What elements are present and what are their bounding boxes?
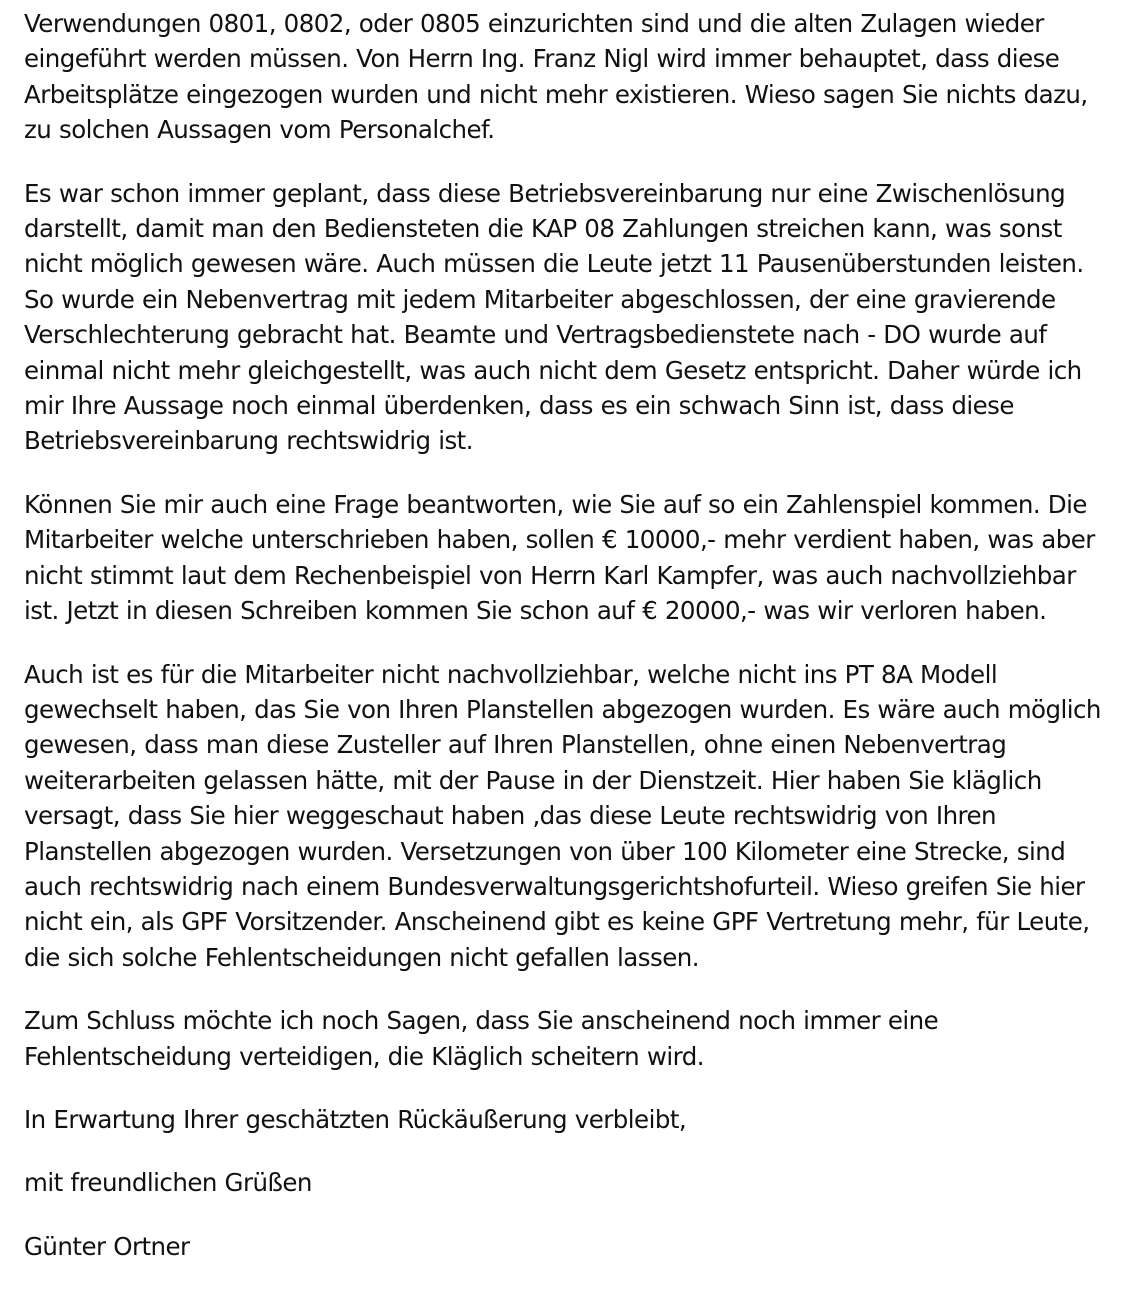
- text-line: Können Sie mir auch eine Frage beantworten, wie Sie auf so ein Zahlenspiel kommen. Die: [24, 489, 1087, 519]
- salutation: [24, 1165, 1124, 1200]
- text-line: eingeführt werden müssen. Von Herrn Ing. Franz Nigl wird immer behauptet, dass diese: [24, 44, 1060, 74]
- text-line: Auch ist es für die Mitarbeiter nicht nachvollziehbar, welche nicht ins PT 8A Modell: [24, 659, 998, 689]
- paragraph-conclusion: [24, 1003, 1124, 1074]
- text-line: gewesen, dass man diese Zusteller auf Ihren Planstellen, ohne einen Nebenvertrag: [24, 730, 1007, 760]
- paragraph-works-agreement: [24, 176, 1124, 459]
- text-line: nicht ein, als GPF Vorsitzender. Anscheinend gibt es keine GPF Vertretung mehr, für Leute,: [24, 907, 1090, 937]
- signature-name: [24, 1229, 1124, 1264]
- text-line: gewechselt haben, das Sie von Ihren Planstellen abgezogen wurden. Es wäre auch möglich: [24, 694, 1101, 724]
- text-line: zu solchen Aussagen vom Personalchef.: [24, 115, 495, 145]
- text-line: Es war schon immer geplant, dass diese Betriebsvereinbarung nur eine Zwischenlösung: [24, 178, 1066, 208]
- text-line: Günter Ortner: [24, 1231, 190, 1261]
- text-line: versagt, dass Sie hier weggeschaut haben ,das diese Leute rechtswidrig von Ihren: [24, 801, 997, 831]
- text-line: einmal nicht mehr gleichgestellt, was auch nicht dem Gesetz entspricht. Daher würde ich: [24, 355, 1082, 385]
- text-line: Planstellen abgezogen wurden. Versetzungen von über 100 Kilometer eine Strecke, sind: [24, 836, 1066, 866]
- text-line: Mitarbeiter welche unterschrieben haben, sollen € 10000,- mehr verdient haben, was aber: [24, 525, 1095, 555]
- text-line: In Erwartung Ihrer geschätzten Rückäußerung verbleibt,: [24, 1104, 687, 1134]
- text-line: Betriebsvereinbarung rechtswidrig ist.: [24, 426, 473, 456]
- text-line: ist. Jetzt in diesen Schreiben kommen Sie schon auf € 20000,- was wir verloren haben.: [24, 596, 1047, 626]
- text-line: nicht stimmt laut dem Rechenbeispiel von Herrn Karl Kampfer, was auch nachvollziehbar: [24, 560, 1076, 590]
- text-line: mit freundlichen Grüßen: [24, 1168, 312, 1198]
- text-line: Fehlentscheidung verteidigen, die Kläglich scheitern wird.: [24, 1041, 704, 1071]
- text-line: nicht möglich gewesen wäre. Auch müssen die Leute jetzt 11 Pausenüberstunden leisten.: [24, 249, 1084, 279]
- closing-line: [24, 1102, 1124, 1137]
- paragraph-planstellen: [24, 657, 1124, 976]
- text-line: auch rechtswidrig nach einem Bundesverwaltungsgerichtshofurteil. Wieso greifen Sie hier: [24, 871, 1085, 901]
- text-line: weiterarbeiten gelassen hätte, mit der Pause in der Dienstzeit. Hier haben Sie kläglich: [24, 765, 1042, 795]
- text-line: mir Ihre Aussage noch einmal überdenken, dass es ein schwach Sinn ist, dass diese: [24, 391, 1014, 421]
- text-line: Zum Schluss möchte ich noch Sagen, dass Sie anscheinend noch immer eine: [24, 1006, 939, 1036]
- text-line: Verwendungen 0801, 0802, oder 0805 einzurichten sind und die alten Zulagen wieder: [24, 9, 1044, 38]
- paragraph-numbers: [24, 487, 1124, 629]
- text-line: So wurde ein Nebenvertrag mit jedem Mitarbeiter abgeschlossen, der eine gravierende: [24, 284, 1056, 314]
- text-line: Verschlechterung gebracht hat. Beamte und Vertragsbedienstete nach - DO wurde auf: [24, 320, 1047, 350]
- text-line: die sich solche Fehlentscheidungen nicht gefallen lassen.: [24, 942, 699, 972]
- letter-body: [24, 6, 1124, 1292]
- text-line: Arbeitsplätze eingezogen wurden und nicht mehr existieren. Wieso sagen Sie nichts dazu,: [24, 79, 1088, 109]
- text-line: darstellt, damit man den Bediensteten die KAP 08 Zahlungen streichen kann, was sonst: [24, 214, 1062, 244]
- paragraph-workplaces: [24, 6, 1124, 148]
